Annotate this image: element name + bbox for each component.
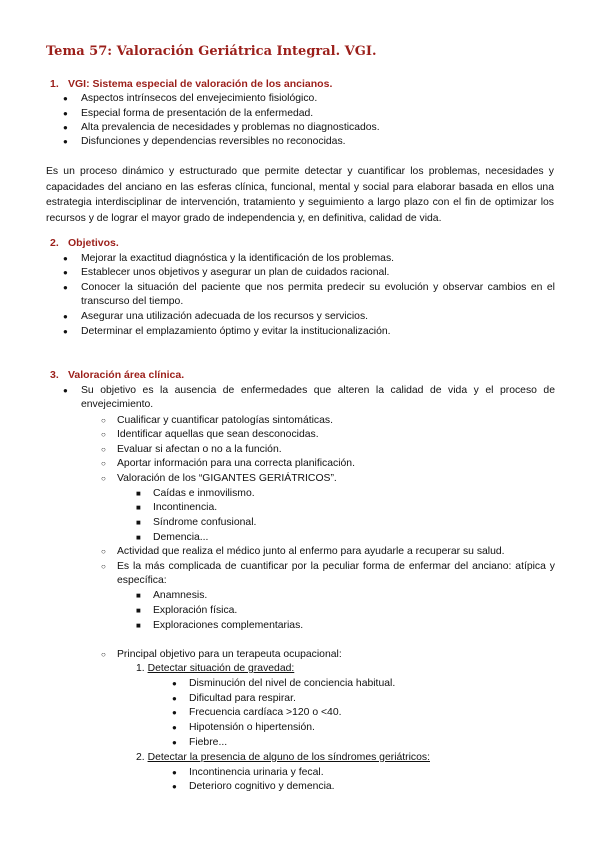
square-bullet-icon: ■ [136,533,141,542]
circle-bullet-icon: ○ [101,459,106,468]
circle-bullet-icon: ○ [101,650,106,659]
square-bullet-icon: ■ [136,503,141,512]
bullet-icon: ● [63,327,68,336]
list-item: Aportar información para una correcta planificación. [117,458,355,469]
bullet-icon: ● [63,268,68,277]
circle-bullet-icon: ○ [101,430,106,439]
bullet-icon: ● [63,94,68,103]
numbered-item-2: 2. Detectar la presencia de alguno de los síndromes geriátricos: [136,752,430,763]
page-title: Tema 57: Valoración Geriátrica Integral. VGI. [46,44,377,59]
list-item: Asegurar una utilización adecuada de los recursos y servicios. [81,311,369,322]
list-item: Síndrome confusional. [153,517,257,528]
list-item: Disminución del nivel de conciencia habitual. [189,678,396,689]
bullet-icon: ● [172,679,177,688]
list-item: Disfunciones y dependencias reversibles no reconocidas. [81,136,346,147]
list-item: Conocer la situación del paciente que nos permita predecir su evolución y observar cambios en el transcurso del tiempo. [81,282,555,307]
list-item: Mejorar la exactitud diagnóstica y la identificación de los problemas. [81,253,395,264]
list-item: Fiebre... [189,737,228,748]
section-3-heading: 3. Valoración área clínica. [50,369,185,381]
square-bullet-icon: ■ [136,606,141,615]
intro-paragraph: Es un proceso dinámico y estructurado que permite detectar y cuantificar los problemas, necesidades y capacidades del anciano en las esferas clínica, funcional, mental y social para elaborar basada en ellos una estrategia interdisciplinar de intervención, tratamiento y seguimiento a largo plazo con el fin de optimizar los recursos y de lograr el mayor grado de independencia y, en definitiva, calidad de vida. [46,166,554,224]
square-bullet-icon: ■ [136,591,141,600]
list-item: Alta prevalencia de necesidades y problemas no diagnosticados. [81,122,380,133]
list-item: Determinar el emplazamiento óptimo y evitar la institucionalización. [81,326,391,337]
list-item: Establecer unos objetivos y asegurar un plan de cuidados racional. [81,267,390,278]
bullet-icon: ● [172,723,177,732]
list-item: Evaluar si afectan o no a la función. [117,444,282,455]
circle-bullet-icon: ○ [101,562,106,571]
list-item: Especial forma de presentación de la enfermedad. [81,108,314,119]
list-item: Principal objetivo para un terapeuta ocupacional: [117,649,342,660]
circle-bullet-icon: ○ [101,416,106,425]
list-item: Actividad que realiza el médico junto al enfermo para ayudarle a recuperar su salud. [117,546,505,557]
section-1-heading: 1. VGI: Sistema especial de valoración de los ancianos. [50,78,333,90]
bullet-icon: ● [63,109,68,118]
list-item: Aspectos intrínsecos del envejecimiento fisiológico. [81,93,318,104]
list-item: Frecuencia cardíaca >120 o <40. [189,707,342,718]
list-item: Deterioro cognitivo y demencia. [189,781,335,792]
bullet-icon: ● [63,123,68,132]
list-item: Identificar aquellas que sean desconocidas. [117,429,319,440]
bullet-icon: ● [172,782,177,791]
bullet-icon: ● [172,738,177,747]
bullet-icon: ● [63,137,68,146]
bullet-icon: ● [172,694,177,703]
list-item: Incontinencia. [153,502,218,513]
numbered-item-1: 1. Detectar situación de gravedad: [136,663,295,674]
bullet-icon: ● [172,708,177,717]
circle-bullet-icon: ○ [101,445,106,454]
bullet-icon: ● [63,312,68,321]
list-item: Caídas e inmovilismo. [153,488,255,499]
list-item: Exploración física. [153,605,238,616]
bullet-icon: ● [63,386,68,395]
list-item: Hipotensión o hipertensión. [189,722,315,733]
square-bullet-icon: ■ [136,621,141,630]
square-bullet-icon: ■ [136,518,141,527]
list-item: Exploraciones complementarias. [153,620,304,631]
section-2-heading: 2. Objetivos. [50,237,119,249]
bullet-icon: ● [172,768,177,777]
list-item: Es la más complicada de cuantificar por la peculiar forma de enfermar del anciano: atípica y específica: [117,561,555,586]
list-item: Su objetivo es la ausencia de enfermedades que alteren la calidad de vida y el proceso de envejecimiento. [81,385,555,410]
circle-bullet-icon: ○ [101,474,106,483]
bullet-icon: ● [63,254,68,263]
list-item: Valoración de los “GIGANTES GERIÁTRICOS”. [117,473,337,484]
bullet-icon: ● [63,283,68,292]
list-item: Cualificar y cuantificar patologías sintomáticas. [117,415,333,426]
list-item: Anamnesis. [153,590,208,601]
list-item: Dificultad para respirar. [189,693,296,704]
circle-bullet-icon: ○ [101,547,106,556]
list-item: Demencia... [153,532,209,543]
list-item: Incontinencia urinaria y fecal. [189,767,324,778]
square-bullet-icon: ■ [136,489,141,498]
